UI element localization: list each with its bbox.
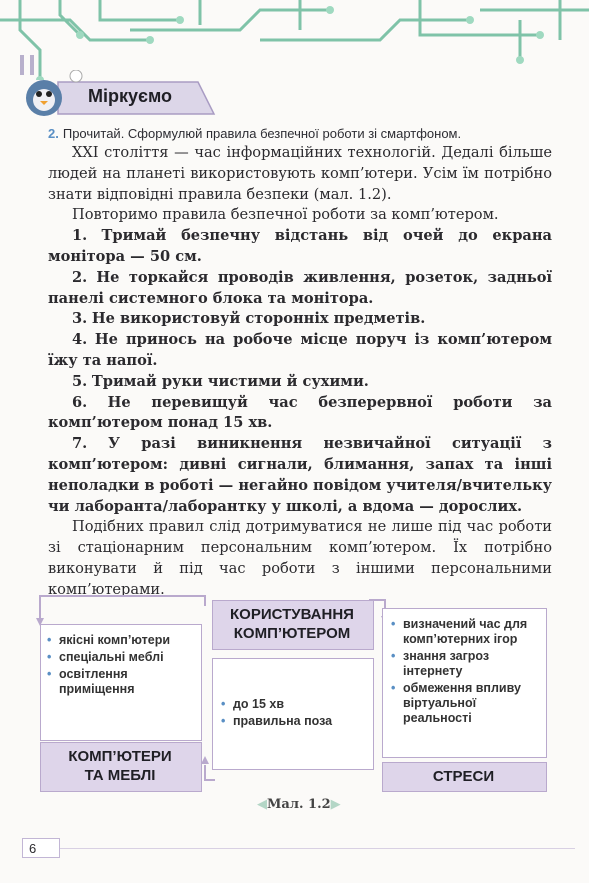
- rule-item: [48, 330, 552, 372]
- task-number: 2.: [48, 126, 59, 141]
- rule-number: 4.: [72, 331, 88, 349]
- right-item: • обмеження впливу віртуальної реальності: [391, 681, 540, 726]
- left-box: [40, 624, 202, 741]
- page-number: 6: [22, 838, 60, 858]
- body-text: [48, 143, 552, 601]
- right-item: • знання загроз інтернету: [391, 649, 540, 679]
- left-label: КОМП’ЮТЕРИ ТА МЕБЛІ: [68, 748, 172, 784]
- rule-number: 2.: [72, 268, 88, 286]
- rule-number: 5.: [72, 372, 88, 390]
- rule-item: [48, 393, 552, 435]
- section-title: Міркуємо: [88, 86, 173, 106]
- right-label: СТРЕСИ: [432, 768, 495, 785]
- rule-number: 3.: [72, 310, 88, 328]
- left-item: • якісні комп’ютери: [47, 633, 195, 648]
- task-text: Прочитай. Сформулюй правила безпечної роботи зі смартфоном.: [62, 126, 462, 141]
- rule-item: [48, 434, 552, 517]
- rule-text: Не принось на робоче місце поруч із комп’ютером їжу та напої.: [48, 331, 552, 369]
- center-item: • до 15 хв: [221, 697, 367, 712]
- rule-text: У разі виникнення незвичайної ситуації з комп’ютером: дивні сигнали, блимання, запах та інші неполадки в роботі — негайно повідом учителя/вчительку чи лаборанта/лаборантку у школі, а вдома — дорослих.: [48, 435, 552, 515]
- center-label: КОРИСТУВАННЯ КОМП’ЮТЕРОМ: [230, 606, 354, 642]
- right-item: • визначений час для комп’ютерних ігор: [391, 617, 540, 647]
- paragraph: Подібних правил слід дотримуватися не лише під час роботи зі стаціонарним персональним комп’ютером. Їх потрібно виконувати й під час роботи з іншими персональними комп’ютерами.: [48, 518, 552, 598]
- rule-number: 1.: [72, 227, 88, 245]
- rule-item: [48, 372, 552, 393]
- right-box: [382, 608, 547, 758]
- center-item: • правильна поза: [221, 714, 367, 729]
- caption-text: Мал. 1.2: [267, 797, 331, 812]
- paragraph: XXI століття — час інформаційних технологій. Дедалі більше людей на планеті використовують комп’ютери. Усім їм потрібно знати відповідні правила безпеки (мал. 1.2).: [48, 144, 552, 203]
- figure-caption: ◀Мал. 1.2▶: [257, 797, 341, 812]
- rule-item: [48, 309, 552, 330]
- circuit-decoration: [0, 0, 589, 80]
- rule-item: [48, 226, 552, 268]
- center-box: [212, 658, 374, 770]
- rule-item: [48, 268, 552, 310]
- left-item: • спеціальні меблі: [47, 650, 195, 665]
- rule-text: Не використовуй сторонніх предметів.: [91, 310, 426, 328]
- rule-number: 7.: [72, 435, 88, 453]
- paragraph: Повторимо правила безпечної роботи за комп’ютером.: [72, 206, 499, 224]
- left-item: • освітлення приміщення: [47, 667, 195, 697]
- rule-text: Не перевищуй час безперервної роботи за комп’ютером понад 15 хв.: [48, 393, 553, 432]
- rule-text: Не торкайся проводів живлення, розеток, задньої панелі системного блока та монітора.: [48, 268, 553, 307]
- rule-number: 6.: [72, 393, 88, 411]
- rule-text: Тримай руки чистими й сухими.: [91, 372, 369, 390]
- page-footer-line: [60, 848, 575, 849]
- task-prompt: [48, 126, 568, 141]
- rule-text: Тримай безпечну відстань від очей до екрана монітора — 50 см.: [48, 227, 552, 265]
